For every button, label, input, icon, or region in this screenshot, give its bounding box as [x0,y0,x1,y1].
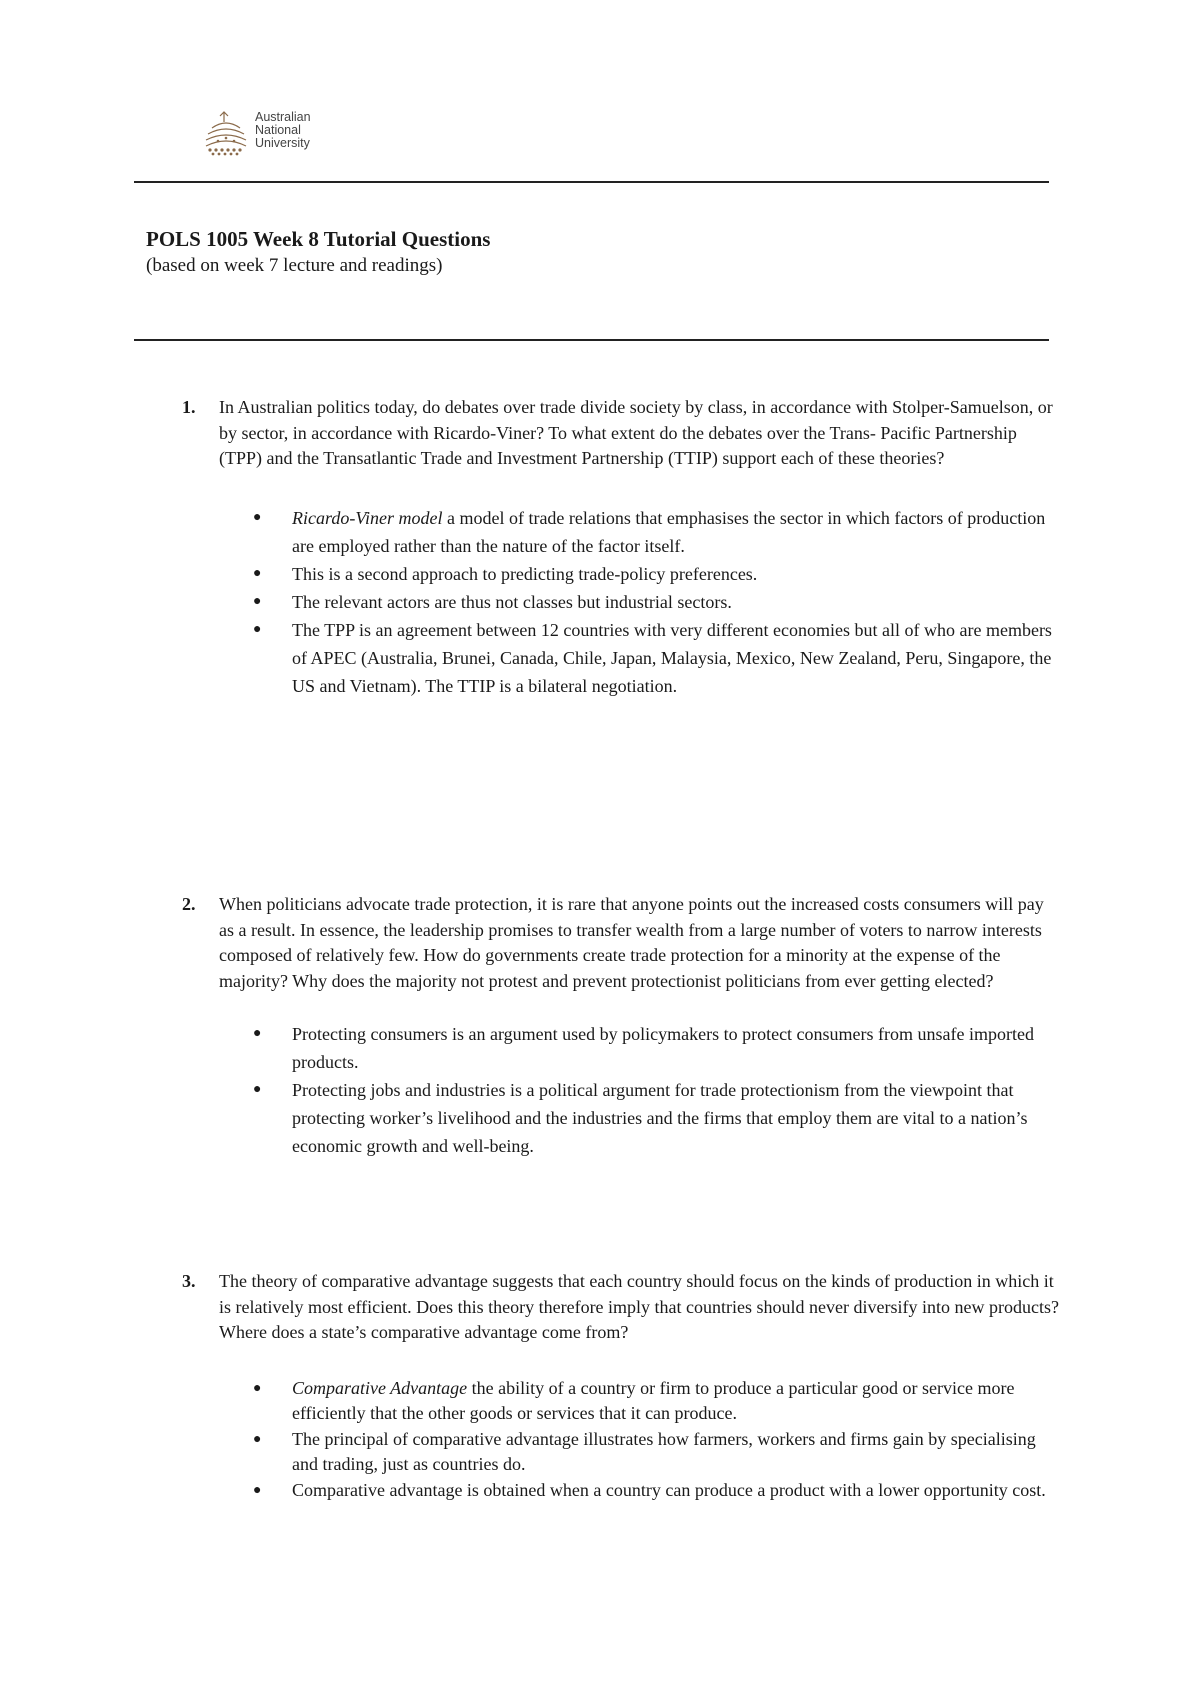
bullet-item [182,504,1062,560]
bullet-icon: ● [253,1431,262,1447]
bullet-text: Protecting consumers is an argument used by policymakers to protect consumers from unsafe imported products. [292,1024,1034,1072]
bullet-text: The TPP is an agreement between 12 countries with very different economies but all of who are members of APEC (Australia, Brunei, Canada, Chile, Japan, Malaysia, Mexico, New Zealand, Peru, Singapore, the US and Vietnam). The TTIP is a bilateral negotiation. [292,619,1052,696]
document-subtitle: (based on week 7 lecture and readings) [146,255,443,276]
top-divider [134,181,1049,183]
bullet-icon: ● [253,509,262,525]
bullet-item [182,1478,1062,1504]
anu-logo [200,108,330,156]
bullet-text: the ability of a country or firm to produce a particular good or service more efficiently that the other goods or services that it can produce. [292,1377,1015,1423]
question-number: 2. [182,894,196,914]
question-text: The theory of comparative advantage suggests that each country should focus on the kinds of production in which it is relatively most efficient. Does this theory therefore imply that countries should never diversify into new products? Where does a state’s comparative advantage come from? [219,1271,1059,1342]
bullet-term: Ricardo-Viner model [292,507,443,528]
question-text: When politicians advocate trade protection, it is rare that anyone points out the increased costs consumers will pay as a result. In essence, the leadership promises to transfer wealth from a large number of voters to narrow interests composed of relatively few. How do governments create trade protection for a minority at the expense of the majority? Why does the majority not protest and prevent protectionist politicians from ever getting elected? [219,894,1044,991]
anu-wordmark [255,111,311,150]
document-title: POLS 1005 Week 8 Tutorial Questions [146,227,491,251]
question-text: In Australian politics today, do debates over trade divide society by class, in accordance with Stolper-Samuelson, or by sector, in accordance with Ricardo-Viner? To what extent do the debates over the Trans- Pacific Partnership (TPP) and the Transatlantic Trade and Investment Partnership (TTIP) support each of these theories? [219,397,1053,468]
question-1 [182,395,1062,700]
bullet-item [182,1376,1062,1427]
bullet-text: a model of trade relations that emphasises the sector in which factors of production are employed rather than the nature of the factor itself. [292,507,1046,556]
bullet-item [182,1427,1062,1478]
bullet-icon: ● [253,1380,262,1396]
bullet-text: Comparative advantage is obtained when a country can produce a product with a lower opportunity cost. [292,1479,1046,1500]
bullet-icon: ● [253,1082,262,1097]
answer-bullets [182,504,1062,700]
bullet-icon: ● [253,1482,262,1498]
bullet-text: The principal of comparative advantage illustrates how farmers, workers and firms gain by specialising and trading, just as countries do. [292,1428,1036,1474]
question-number: 1. [182,397,196,417]
answer-bullets [182,1376,1062,1504]
bullet-item [182,616,1062,700]
bullet-icon: ● [253,1026,262,1041]
header-divider [134,339,1049,341]
bullet-icon: ● [253,593,262,609]
question-2 [182,892,1062,1160]
logo-line-1: Australian [255,110,311,124]
anu-crest-icon [200,108,252,156]
bullet-text: The relevant actors are thus not classes but industrial sectors. [292,591,732,612]
bullet-item [182,1020,1062,1076]
bullet-term: Comparative Advantage [292,1377,468,1398]
logo-line-3: University [255,136,310,150]
bullet-item [182,1076,1062,1160]
question-3 [182,1269,1062,1503]
bullet-icon: ● [253,565,262,581]
bullet-icon: ● [253,621,262,637]
logo-line-2: National [255,123,301,137]
bullet-item [182,588,1062,616]
bullet-text: This is a second approach to predicting trade-policy preferences. [292,563,758,584]
bullet-item [182,560,1062,588]
bullet-text: Protecting jobs and industries is a political argument for trade protectionism from the viewpoint that protecting worker’s livelihood and the industries and the firms that employ them are vital to a nation’s economic growth and well-being. [292,1080,1028,1156]
answer-bullets [182,1020,1062,1160]
question-number: 3. [182,1271,196,1291]
